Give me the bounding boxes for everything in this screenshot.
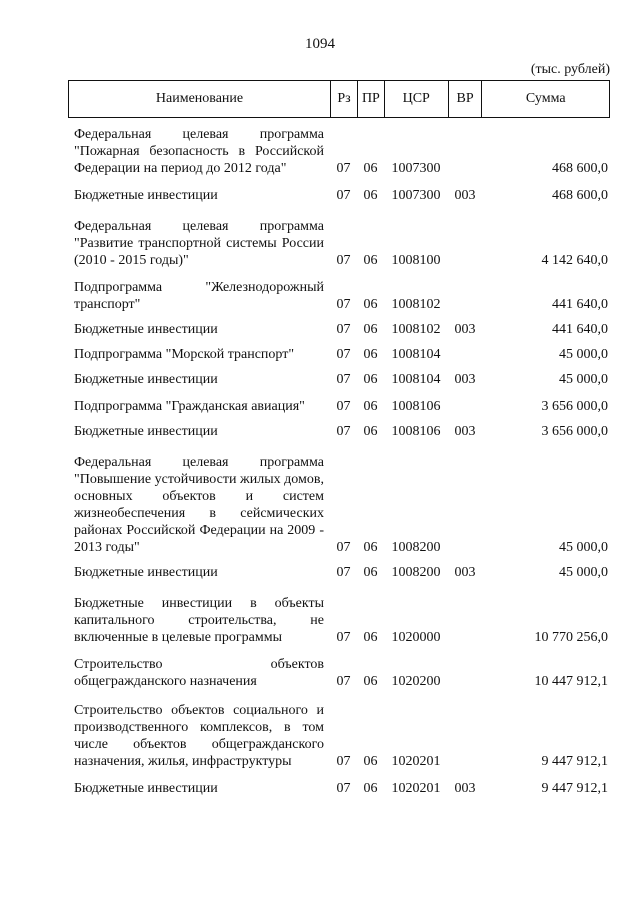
row-name: Строительство объектов социального и производственного комплексов, в том числе объектов общегражданского назначения, жилья, инфраструктуры (74, 703, 324, 769)
row-csr: 1008106 (391, 424, 441, 439)
row-pr: 06 (363, 565, 378, 580)
units-label: (тыс. рублей) (530, 62, 610, 77)
table-body (68, 126, 610, 797)
table-row (68, 398, 610, 415)
row-pr: 06 (363, 347, 378, 362)
header-csr: ЦСР (384, 81, 448, 117)
row-name: Бюджетные инвестиции (74, 322, 218, 337)
row-pr: 06 (363, 297, 378, 312)
header-sum: Сумма (481, 81, 609, 117)
row-vr: 003 (454, 565, 476, 580)
row-vr: 003 (454, 322, 476, 337)
row-rz: 07 (336, 754, 351, 769)
row-csr: 1007300 (391, 188, 441, 203)
row-csr: 1020201 (391, 754, 441, 769)
row-pr: 06 (363, 424, 378, 439)
table-row (68, 346, 610, 363)
row-vr: 003 (454, 781, 476, 796)
row-sum: 10 770 256,0 (534, 630, 608, 645)
row-name: Подпрограмма "Морской транспорт" (74, 347, 295, 362)
table-row (68, 321, 610, 338)
row-rz: 07 (336, 347, 351, 362)
table-row (68, 656, 610, 690)
row-name: Подпрограмма "Гражданская авиация" (74, 399, 305, 414)
table-row (68, 187, 610, 204)
row-rz: 07 (336, 161, 351, 176)
row-pr: 06 (363, 399, 378, 414)
table-row (68, 371, 610, 388)
table-row (68, 279, 610, 313)
row-name: Федеральная целевая программа "Пожарная безопасность в Российской Федерации на период до 2012 года" (74, 127, 324, 176)
row-csr: 1008100 (391, 253, 441, 268)
row-pr: 06 (363, 188, 378, 203)
row-name: Федеральная целевая программа "Развитие транспортной системы России (2010 - 2015 годы)" (74, 219, 324, 268)
header-rz: Рз (330, 81, 357, 117)
row-rz: 07 (336, 781, 351, 796)
row-csr: 1020201 (391, 781, 441, 796)
row-rz: 07 (336, 399, 351, 414)
table-header (68, 80, 610, 118)
row-rz: 07 (336, 372, 351, 387)
row-sum: 45 000,0 (559, 372, 608, 387)
row-pr: 06 (363, 754, 378, 769)
row-rz: 07 (336, 565, 351, 580)
row-csr: 1008200 (391, 540, 441, 555)
row-csr: 1007300 (391, 161, 441, 176)
row-name: Подпрограмма "Железнодорожный транспорт" (74, 280, 324, 312)
table-row (68, 702, 610, 770)
row-name: Строительство объектов общегражданского назначения (74, 657, 324, 689)
row-csr: 1008104 (391, 347, 441, 362)
row-rz: 07 (336, 540, 351, 555)
row-sum: 9 447 912,1 (541, 781, 608, 796)
row-sum: 45 000,0 (559, 347, 608, 362)
row-sum: 468 600,0 (552, 188, 608, 203)
row-rz: 07 (336, 322, 351, 337)
table-row (68, 780, 610, 797)
row-pr: 06 (363, 540, 378, 555)
row-rz: 07 (336, 424, 351, 439)
row-rz: 07 (336, 297, 351, 312)
row-vr: 003 (454, 188, 476, 203)
row-sum: 4 142 640,0 (541, 253, 608, 268)
row-sum: 468 600,0 (552, 161, 608, 176)
row-vr: 003 (454, 372, 476, 387)
table-row (68, 126, 610, 177)
row-csr: 1008102 (391, 297, 441, 312)
row-pr: 06 (363, 253, 378, 268)
row-name: Бюджетные инвестиции (74, 565, 218, 580)
row-sum: 441 640,0 (552, 322, 608, 337)
row-name: Бюджетные инвестиции (74, 372, 218, 387)
table-row (68, 595, 610, 646)
row-rz: 07 (336, 188, 351, 203)
row-name: Федеральная целевая программа "Повышение устойчивости жилых домов, основных объектов и систем жизнеобеспечения в сейсмических районах Российской Федерации на 2009 - 2013 годы" (74, 455, 324, 555)
table-row (68, 218, 610, 269)
row-sum: 45 000,0 (559, 565, 608, 580)
row-sum: 3 656 000,0 (541, 399, 608, 414)
row-pr: 06 (363, 322, 378, 337)
row-pr: 06 (363, 630, 378, 645)
row-csr: 1008102 (391, 322, 441, 337)
row-sum: 441 640,0 (552, 297, 608, 312)
header-vr: ВР (448, 81, 482, 117)
row-csr: 1008106 (391, 399, 441, 414)
row-sum: 3 656 000,0 (541, 424, 608, 439)
page-number: 1094 (305, 36, 335, 52)
table-row (68, 454, 610, 556)
row-vr: 003 (454, 424, 476, 439)
header-pr: ПР (357, 81, 384, 117)
header-name: Наименование (155, 91, 244, 106)
row-sum: 45 000,0 (559, 540, 608, 555)
table-row (68, 564, 610, 581)
row-csr: 1008200 (391, 565, 441, 580)
budget-table (68, 80, 610, 797)
row-rz: 07 (336, 630, 351, 645)
row-sum: 10 447 912,1 (534, 674, 608, 689)
row-name: Бюджетные инвестиции в объекты капитального строительства, не включенные в целевые программы (74, 596, 324, 645)
row-pr: 06 (363, 372, 378, 387)
row-rz: 07 (336, 253, 351, 268)
row-name: Бюджетные инвестиции (74, 781, 218, 796)
row-rz: 07 (336, 674, 351, 689)
row-pr: 06 (363, 674, 378, 689)
row-csr: 1008104 (391, 372, 441, 387)
row-csr: 1020200 (391, 674, 441, 689)
row-name: Бюджетные инвестиции (74, 188, 218, 203)
row-csr: 1020000 (391, 630, 441, 645)
row-pr: 06 (363, 161, 378, 176)
row-name: Бюджетные инвестиции (74, 424, 218, 439)
row-sum: 9 447 912,1 (541, 754, 608, 769)
table-row (68, 423, 610, 440)
row-pr: 06 (363, 781, 378, 796)
